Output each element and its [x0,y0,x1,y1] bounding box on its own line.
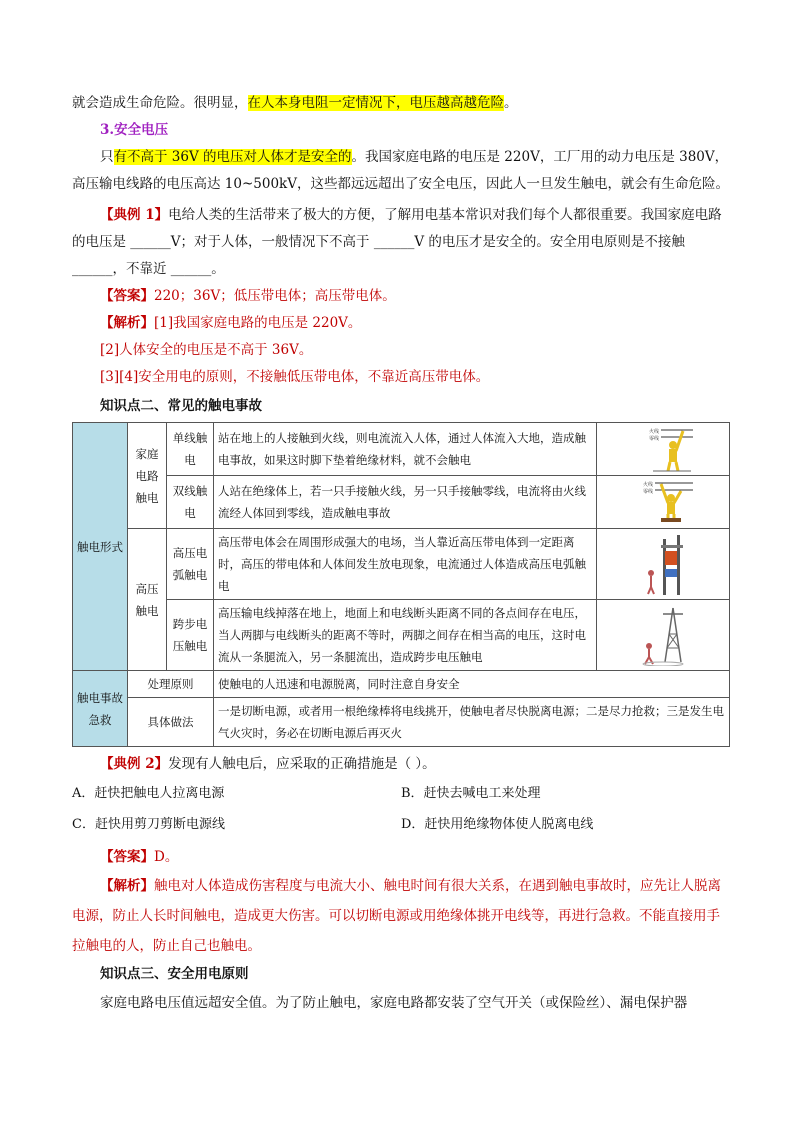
cell-double-wire-desc: 人站在绝缘体上，若一只手接触火线，另一只手接触零线，电流将由火线流经人体回到零线，造成触电事故 [214,476,597,529]
cell-double-wire: 双线触电 [167,476,214,529]
cell-arc-shock: 高压电弧触电 [167,529,214,600]
answer-1: 【答案】220；36V；低压带电体；高压带电体。 [100,288,396,304]
cell-high-voltage: 高压触电 [128,529,167,671]
document-page [72,90,730,1018]
cell-principle: 处理原则 [128,671,214,698]
analysis-1-line-3: [3][4]安全用电的原则，不接触低压带电体，不靠近高压带电体。 [100,369,490,385]
cell-step-voltage: 跨步电压触电 [167,600,214,671]
answer-2: 【答案】D。 [100,849,179,865]
cell-method-desc: 一是切断电源，或者用一根绝缘棒将电线挑开，使触电者尽快脱离电源；二是尽力抢救；三是发生电气火灾时，务必在切断电源后再灭火 [214,698,730,747]
example-label: 【典例 1】 [100,207,169,223]
analysis-2: 【解析】触电对人体造成伤害程度与电流大小、触电时间有很大关系，在遇到触电事故时，应先让人脱离电源，防止人长时间触电，造成更大伤害。可以切断电源或用绝缘体挑开电线等，再进行急救。不能直接用手拉触电的人，防止自己也触电。 [72,878,721,954]
cell-single-wire-desc: 站在地上的人接触到火线，则电流流入人体，通过人体流入大地，造成触电事故，如果这时脚下垫着绝缘材料，就不会触电 [214,423,597,476]
cell-rescue: 触电事故急救 [73,671,128,747]
option-b: B．赶快去喊电工来处理 [401,786,541,801]
analysis-1-line-2: [2]人体安全的电压是不高于 36V。 [100,342,313,358]
paragraph-danger: 就会造成生命危险。很明显，在人本身电阻一定情况下，电压越高越危险。 [72,95,518,111]
cell-shock-form: 触电形式 [73,423,128,671]
example-2: 【典例 2】发现有人触电后，应采取的正确措施是（ ）。 [100,756,436,772]
zero-wire-label: 零线 [649,436,660,442]
highlight-text: 在人本身电阻一定情况下，电压越高越危险 [247,95,504,111]
option-a: A．赶快把触电人拉离电源 [72,786,225,801]
cell-single-wire: 单线触电 [167,423,214,476]
paragraph-safe-voltage: 只有不高于 36V 的电压对人体才是安全的。我国家庭电路的电压是 220V，工厂用的动力电压是 380V，高压输电线路的电压高达 10~500kV，这些都远远超出了安全电压，因此人一旦发生触电，就会有生命危险。 [72,149,729,192]
option-d: D．赶快用绝缘物体使人脱离电线 [401,817,594,832]
double-wire-illustration [633,478,693,526]
cell-step-voltage-desc: 高压输电线掉落在地上，地面上和电线断头距离不同的各点间存在电压，当人两脚与电线断头的距离不等时，两脚之间存在相当高的电压，这时电流从一条腿流入，另一条腿流出，造成跨步电压触电 [214,600,597,671]
options-row-1 [72,778,730,809]
paragraph-safety-principle: 家庭电路电压值远超安全值。为了防止触电，家庭电路都安装了空气开关（或保险丝）、漏电保护器 [100,995,688,1011]
image-double-wire-shock [597,476,730,529]
cell-method: 具体做法 [128,698,214,747]
svg-text:火线: 火线 [643,482,654,488]
arc-shock-illustration [633,533,693,595]
cell-principle-desc: 使触电的人迅速和电源脱离，同时注意自身安全 [214,671,730,698]
svg-text:零线: 零线 [643,489,654,495]
section-title-safe-voltage: 3.安全电压 [100,122,169,138]
cell-home-circuit: 家庭电路触电 [128,423,167,529]
example-label: 【典例 2】 [100,756,169,772]
options-row-2 [72,809,730,840]
analysis-1: 【解析】[1]我国家庭电路的电压是 220V。 [100,315,362,331]
example-1: 【典例 1】电给人类的生活带来了极大的方便，了解用电基本常识对我们每个人都很重要。我国家庭电路的电压是 ______V；对于人体，一般情况下不高于 ______V 的电压才是安全的。安全用电原则是不接触 ______，不靠近 ______。 [72,207,722,277]
option-c: C．赶快用剪刀剪断电源线 [72,817,225,832]
image-step-voltage-shock [597,600,730,671]
knowledge-point-3-title: 知识点三、安全用电原则 [100,966,249,982]
electric-shock-table [72,422,730,747]
highlight-text: 有不高于 36V 的电压对人体才是安全的 [113,149,352,165]
fire-wire-label: 火线 [649,429,660,435]
step-voltage-illustration [633,604,693,666]
knowledge-point-2-title: 知识点二、常见的触电事故 [100,398,262,414]
image-arc-shock [597,529,730,600]
image-single-wire-shock [597,423,730,476]
single-wire-illustration [633,425,693,473]
cell-arc-shock-desc: 高压带电体会在周围形成强大的电场，当人靠近高压带电体到一定距离时，高压的带电体和人体间发生放电现象，电流通过人体造成高压电弧触电 [214,529,597,600]
